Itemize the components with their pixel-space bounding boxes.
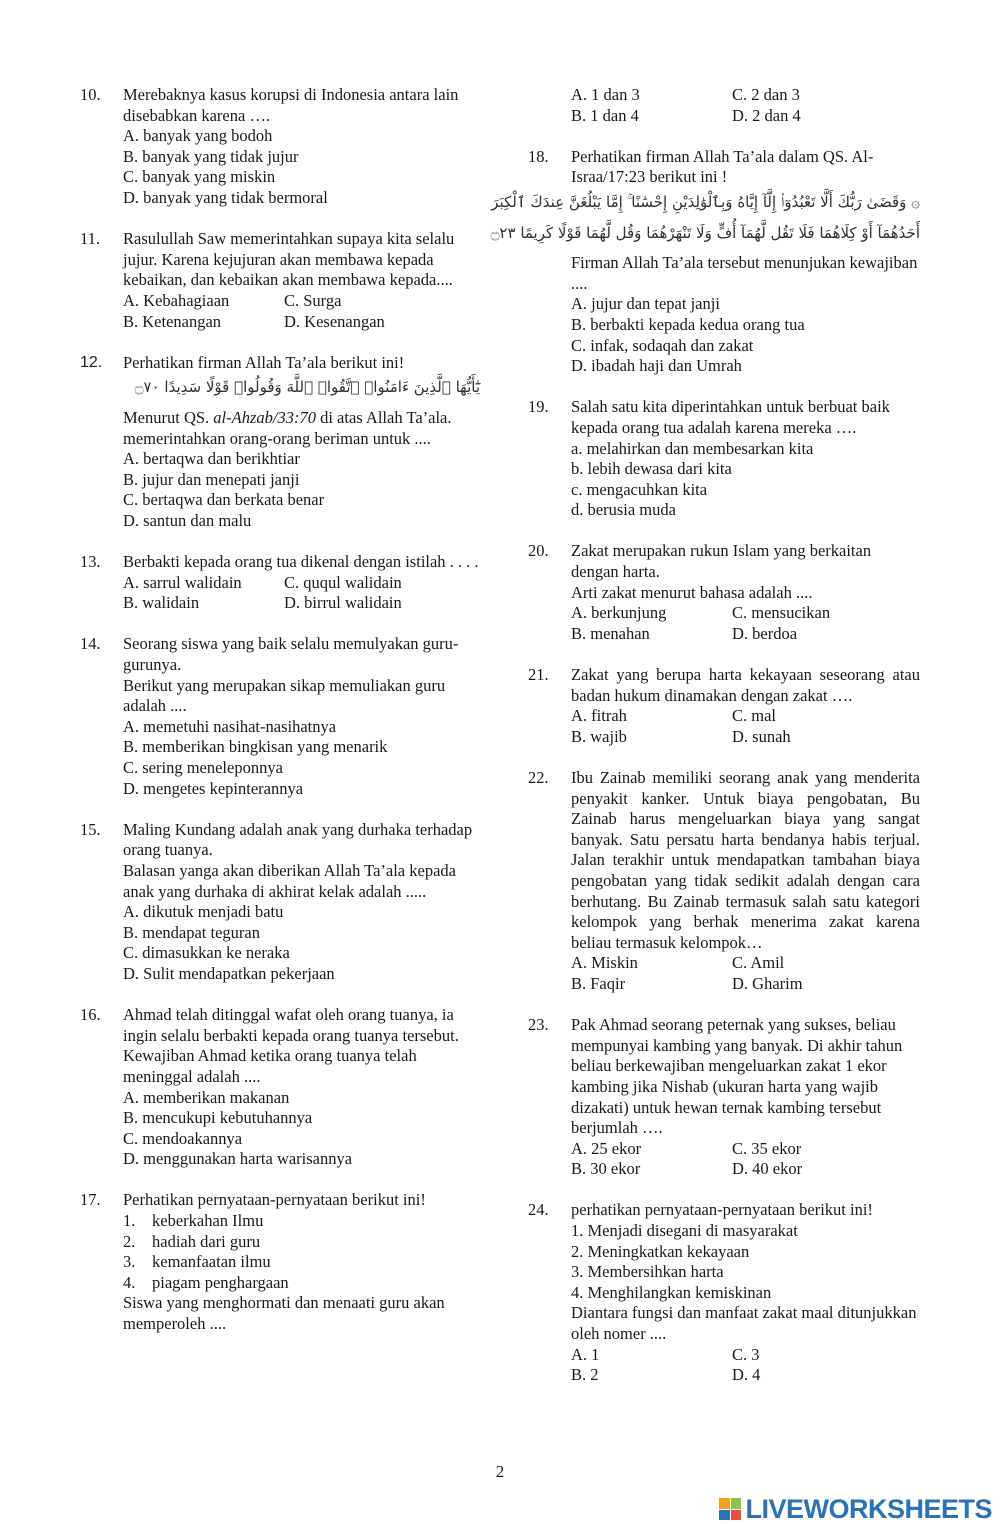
option-c[interactable]: C. ququl walidain xyxy=(284,572,402,592)
option-row xyxy=(571,1365,920,1386)
question-text: Pak Ahmad seorang peternak yang sukses, beliau mempunyai kambing yang banyak. Di akhir tahun beliau berkewajiban mengeluarkan zakat 1 ekor kambing jika Nishab (ukuran harta yang wajib dizakati) untuk hewan ternak kambing tersebut berjumlah …. xyxy=(571,1015,903,1138)
question-13 xyxy=(80,552,480,614)
option-row xyxy=(571,974,920,995)
option-d[interactable]: D. banyak yang tidak bermoral xyxy=(123,187,328,207)
option-d[interactable]: D. mengetes kepinterannya xyxy=(123,778,304,798)
option-a[interactable]: a. melahirkan dan membesarkan kita xyxy=(571,438,814,458)
option-row xyxy=(123,291,480,312)
option-b[interactable]: B. banyak yang tidak jujur xyxy=(123,146,299,166)
quran-verse-arabic: أَحَدُهُمَآ أَوْ كِلَاهُمَا فَلَا تَقُل لَّهُمَآ أُفٍّ وَلَا تَنْهَرْهُمَا وَقُل لَّهُمَا قَوْلًا كَرِيمًا ۝٢٣ xyxy=(490,223,920,242)
option-a[interactable]: A. berkunjung xyxy=(571,603,667,623)
list-item xyxy=(123,1273,480,1294)
question-17 xyxy=(80,1190,480,1334)
option-d[interactable]: D. 40 ekor xyxy=(732,1159,803,1179)
option-row xyxy=(571,603,920,624)
question-number: 16. xyxy=(80,1005,101,1025)
option-row xyxy=(571,106,920,127)
question-text: Maling Kundang adalah anak yang durhaka terhadap orang tuanya. xyxy=(123,819,473,860)
question-10 xyxy=(80,85,480,209)
option-a[interactable]: A. 25 ekor xyxy=(571,1138,642,1158)
question-19 xyxy=(528,397,920,521)
question-text: Arti zakat menurut bahasa adalah .... xyxy=(571,582,813,602)
option-d[interactable]: D. birrul walidain xyxy=(284,593,402,613)
option-row xyxy=(123,312,480,333)
option-row xyxy=(571,624,920,645)
question-22 xyxy=(528,768,920,995)
option-row xyxy=(571,85,920,106)
option-b[interactable]: B. wajib xyxy=(571,726,627,746)
right-column xyxy=(490,85,920,1406)
question-11 xyxy=(80,229,480,332)
option-row xyxy=(571,727,920,748)
list-item: 3. Membersihkan harta xyxy=(571,1262,724,1282)
item-text: hadiah dari guru xyxy=(152,1231,261,1251)
question-number: 24. xyxy=(528,1200,549,1220)
option-d[interactable]: D. Gharim xyxy=(732,973,803,993)
option-a[interactable]: A. 1 xyxy=(571,1344,600,1364)
question-text: Diantara fungsi dan manfaat zakat maal ditunjukkan oleh nomer .... xyxy=(571,1303,917,1344)
item-text: piagam penghargaan xyxy=(152,1272,289,1292)
option-row xyxy=(571,1159,920,1180)
option-d[interactable]: D. Sulit mendapatkan pekerjaan xyxy=(123,963,335,983)
option-c[interactable]: C. mal xyxy=(732,706,776,726)
left-column xyxy=(80,85,480,1355)
list-item xyxy=(123,1211,480,1232)
option-a[interactable]: A. Kebahagiaan xyxy=(123,290,230,310)
question-number: 15. xyxy=(80,819,101,839)
option-c[interactable]: C. Amil xyxy=(732,953,785,973)
option-c[interactable]: C. bertaqwa dan berkata benar xyxy=(123,490,325,510)
option-d[interactable]: D. berdoa xyxy=(732,623,798,643)
question-number: 11. xyxy=(80,229,101,249)
option-b[interactable]: B. menahan xyxy=(571,623,650,643)
option-b[interactable]: B. berbakti kepada kedua orang tua xyxy=(571,314,805,334)
list-item: 1. Menjadi disegani di masyarakat xyxy=(571,1221,798,1241)
question-number: 12. xyxy=(80,353,103,371)
question-number: 17. xyxy=(80,1190,101,1210)
question-number: 10. xyxy=(80,85,101,104)
list-item xyxy=(123,1252,480,1273)
item-number: 3. xyxy=(123,1252,136,1272)
question-text: Salah satu kita diperintahkan untuk berbuat baik kepada orang tua adalah karena mereka …. xyxy=(571,397,890,437)
option-d[interactable]: D. ibadah haji dan Umrah xyxy=(571,356,742,376)
question-text: Siswa yang menghormati dan menaati guru akan memperoleh .... xyxy=(123,1293,445,1334)
option-b[interactable]: B. jujur dan menepati janji xyxy=(123,469,300,489)
question-18 xyxy=(490,146,920,377)
question-number: 23. xyxy=(528,1015,549,1035)
question-text: Merebaknya kasus korupsi di Indonesia antara lain disebabkan karena …. xyxy=(123,85,459,125)
question-20 xyxy=(528,541,920,644)
option-row xyxy=(123,573,480,594)
question-number: 19. xyxy=(528,397,549,417)
option-b[interactable]: B. walidain xyxy=(123,593,200,613)
brand-text: LIVEWORKSHEETS xyxy=(745,1493,992,1524)
option-c[interactable]: c. mengacuhkan kita xyxy=(571,479,708,499)
list-item: 4. Menghilangkan kemiskinan xyxy=(571,1282,772,1302)
question-intro: perhatikan pernyataan-pernyataan berikut ini! xyxy=(571,1200,873,1220)
question-number: 21. xyxy=(528,665,549,685)
option-b[interactable]: B. Ketenangan xyxy=(123,311,222,331)
option-a[interactable]: A. bertaqwa dan berikhtiar xyxy=(123,449,300,469)
question-text xyxy=(123,408,480,449)
option-d[interactable]: D. sunah xyxy=(732,726,791,746)
option-c[interactable]: C. infak, sodaqah dan zakat xyxy=(571,335,754,355)
option-d[interactable]: D. 2 dan 4 xyxy=(732,105,801,125)
question-number: 20. xyxy=(528,541,549,561)
question-text: Berikut yang merupakan sikap memuliakan guru adalah .... xyxy=(123,675,446,716)
option-b[interactable]: B. mencukupi kebutuhannya xyxy=(123,1108,313,1128)
option-c[interactable]: C. Surga xyxy=(284,290,342,310)
quran-verse-arabic: ۞ وَقَضَىٰ رَبُّكَ أَلَّا تَعْبُدُوٓا۟ إِلَّآ إِيَّاهُ وَبِٱلْوَٰلِدَيْنِ إِحْسَٰنًا ۚ إِمَّا يَبْلُغَنَّ عِندَكَ ٱلْكِبَرَ xyxy=(491,192,920,211)
list-item: 2. Meningkatkan kekayaan xyxy=(571,1241,750,1261)
question-intro: Perhatikan pernyataan-pernyataan berikut ini! xyxy=(123,1190,426,1210)
option-a[interactable]: A. fitrah xyxy=(571,706,627,726)
item-number: 4. xyxy=(123,1272,136,1292)
option-a[interactable]: A. Miskin xyxy=(571,953,638,973)
question-number: 14. xyxy=(80,634,101,654)
option-b[interactable]: B. 2 xyxy=(571,1365,599,1385)
question-intro: Perhatikan firman Allah Ta’ala dalam QS. Al-Israa/17:23 berikut ini ! xyxy=(571,146,874,187)
option-c[interactable]: C. dimasukkan ke neraka xyxy=(123,943,290,963)
option-b[interactable]: B. Faqir xyxy=(571,973,626,993)
verse-reference: al-Ahzab/33:70 xyxy=(213,407,316,427)
text-part: di atas Allah Ta’ala. memerintahkan orang-orang beriman untuk .... xyxy=(123,407,452,448)
option-a[interactable]: A. dikutuk menjadi batu xyxy=(123,902,284,922)
question-16 xyxy=(80,1005,480,1170)
option-row xyxy=(571,1139,920,1160)
item-number: 1. xyxy=(123,1211,136,1231)
question-number: 13. xyxy=(80,552,101,572)
liveworksheets-logo-icon xyxy=(719,1498,741,1520)
option-c[interactable]: C. sering meneleponnya xyxy=(123,758,283,777)
option-row xyxy=(571,706,920,727)
option-c[interactable]: C. mensucikan xyxy=(732,603,831,623)
item-number: 2. xyxy=(123,1231,136,1251)
question-text: Zakat merupakan rukun Islam yang berkaitan dengan harta. xyxy=(571,541,872,582)
text-part: Menurut QS. xyxy=(123,407,214,427)
question-number: 18. xyxy=(528,146,549,166)
item-text: keberkahan Ilmu xyxy=(152,1211,264,1231)
statement-list xyxy=(123,1211,480,1293)
option-d[interactable]: D. menggunakan harta warisannya xyxy=(123,1149,353,1169)
option-c[interactable]: C. mendoakannya xyxy=(123,1128,243,1148)
option-a[interactable]: A. 1 dan 3 xyxy=(571,85,640,104)
option-d[interactable]: D. santun dan malu xyxy=(123,510,252,530)
question-21 xyxy=(528,665,920,747)
option-d[interactable]: d. berusia muda xyxy=(571,500,676,520)
question-14 xyxy=(80,634,480,799)
question-intro: Perhatikan firman Allah Ta’ala berikut ini! xyxy=(123,352,405,372)
option-d[interactable]: D. Kesenangan xyxy=(284,311,385,331)
question-24 xyxy=(528,1200,920,1385)
question-text: Rasulullah Saw memerintahkan supaya kita selalu jujur. Karena kejujuran akan membawa kepada kebaikan, dan kebaikan akan membawa kepada.... xyxy=(123,229,455,290)
liveworksheets-brand[interactable] xyxy=(719,1493,992,1524)
question-17-options xyxy=(528,85,920,126)
item-text: kemanfaatan ilmu xyxy=(152,1252,271,1272)
option-a[interactable]: A. jujur dan tepat janji xyxy=(571,294,720,314)
option-row xyxy=(123,593,480,614)
option-b[interactable]: B. memberikan bingkisan yang menarik xyxy=(123,737,388,757)
question-23 xyxy=(528,1015,920,1180)
question-text: Zakat yang berupa harta kekayaan seseorang atau badan hukum dinamakan dengan zakat …. xyxy=(571,665,920,705)
option-a[interactable]: A. sarrul walidain xyxy=(123,572,242,592)
option-b[interactable]: B. 30 ekor xyxy=(571,1159,641,1179)
question-text: Seorang siswa yang baik selalu memulyakan guru-gurunya. xyxy=(123,634,459,675)
option-d[interactable]: D. 4 xyxy=(732,1365,761,1385)
option-b[interactable]: b. lebih dewasa dari kita xyxy=(571,459,732,479)
question-text: Ahmad telah ditinggal wafat oleh orang tuanya, ia ingin selalu berbakti kepada orang tuanya tersebut. Kewajiban Ahmad ketika orang tuanya telah meninggal adalah .... xyxy=(123,1005,459,1086)
question-text: Ibu Zainab memiliki seorang anak yang menderita penyakit kanker. Untuk biaya pengobatan, Bu Zainab harus mengeluarkan biaya yang sangat banyak. Satu persatu harta bendanya habis terjual. Jalan terakhir untuk mendapatkan tambahan biaya pengobatan yang tidak sedikit adalah dengan cara berhutang. Bu Zainab termasuk salah satu kategori kelompok yang berhak menerima zakat karena beliau termasuk kelompok… xyxy=(571,768,920,952)
page-number: 2 xyxy=(495,1462,505,1481)
option-c[interactable]: C. 2 dan 3 xyxy=(732,85,800,104)
option-b[interactable]: B. 1 dan 4 xyxy=(571,105,639,125)
option-c[interactable]: C. banyak yang miskin xyxy=(123,167,276,187)
quran-verse-arabic: يَٰٓأَيُّهَا ٱلَّذِينَ ءَامَنُوا۟ ٱتَّقُوا۟ ٱللَّهَ وَقُولُوا۟ قَوْلًا سَدِيدًا ۝٧٠ xyxy=(134,378,480,397)
option-a[interactable]: A. memberikan makanan xyxy=(123,1087,290,1107)
option-row xyxy=(571,953,920,974)
option-c[interactable]: C. 35 ekor xyxy=(732,1138,802,1158)
question-text: Balasan yanga akan diberikan Allah Ta’ala kepada anak yang durhaka di akhirat kelak adalah ..... xyxy=(123,860,456,901)
question-number: 22. xyxy=(528,768,549,787)
question-text: Firman Allah Ta’ala tersebut menunjukan kewajiban .... xyxy=(571,253,918,293)
option-a[interactable]: A. memetuhi nasihat-nasihatnya xyxy=(123,716,337,736)
option-a[interactable]: A. banyak yang bodoh xyxy=(123,126,273,146)
question-text: Berbakti kepada orang tua dikenal dengan istilah . . . . xyxy=(123,552,479,572)
option-c[interactable]: C. 3 xyxy=(732,1344,760,1364)
list-item xyxy=(123,1232,480,1253)
question-12 xyxy=(80,353,480,532)
option-b[interactable]: B. mendapat teguran xyxy=(123,922,260,942)
option-row xyxy=(571,1345,920,1366)
question-15 xyxy=(80,820,480,985)
